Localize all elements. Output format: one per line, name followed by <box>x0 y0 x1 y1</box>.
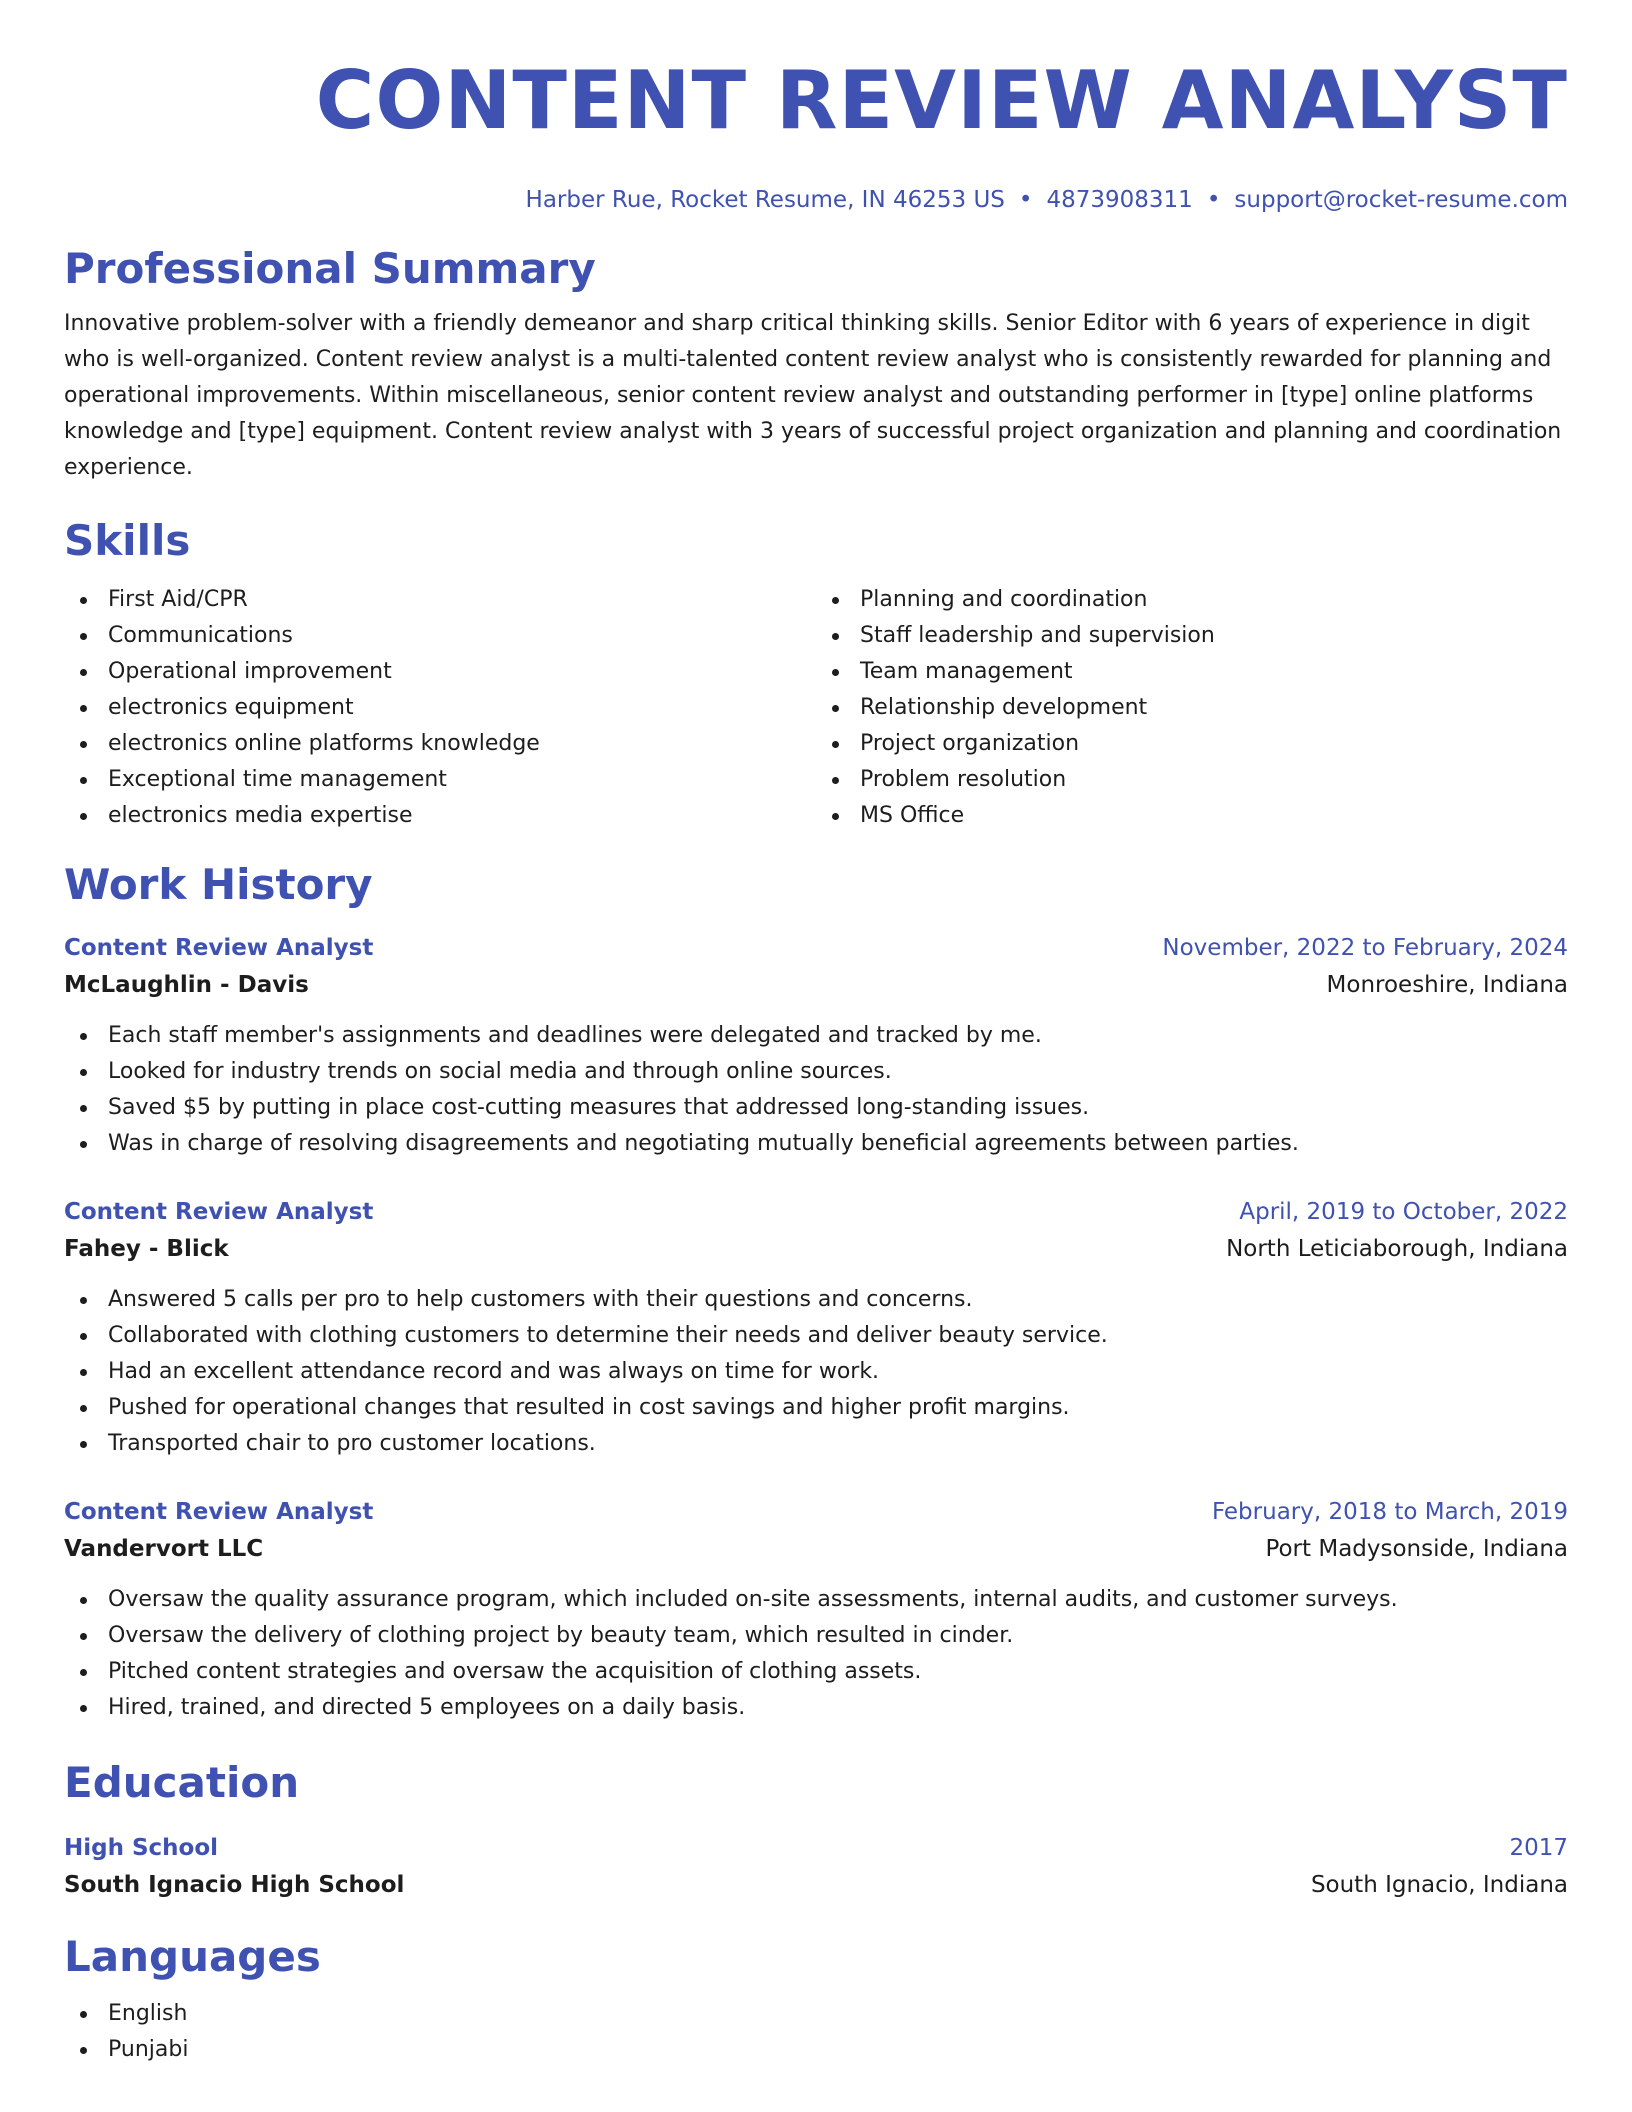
skill-text: MS Office <box>860 803 965 828</box>
resume-title: CONTENT REVIEW ANALYST <box>315 54 1568 147</box>
job-company: McLaughlin - Davis <box>64 972 309 998</box>
job-company-row <box>64 1530 1568 1568</box>
language-text: English <box>108 2001 188 2026</box>
job-bullet <box>64 1318 1568 1354</box>
skill-text: electronics equipment <box>108 695 354 720</box>
bullet-icon <box>80 1369 87 1376</box>
bullet-icon <box>832 705 839 712</box>
job-bullets <box>64 1282 1568 1462</box>
bullet-icon <box>80 633 87 640</box>
bullet-icon <box>80 669 87 676</box>
job-title: Content Review Analyst <box>64 1199 374 1225</box>
education-school: South Ignacio High School <box>64 1872 405 1898</box>
skill-item <box>816 762 1568 798</box>
bullet-icon <box>832 633 839 640</box>
job-bullet-text: Had an excellent attendance record and was always on time for work. <box>108 1359 880 1384</box>
job-location: North Leticiaborough, Indiana <box>1226 1236 1568 1262</box>
skill-item <box>64 798 816 834</box>
bullet-icon <box>80 813 87 820</box>
skill-text: Planning and coordination <box>860 587 1148 612</box>
contact-address: Harber Rue, Rocket Resume, IN 46253 US <box>525 187 1005 213</box>
job-bullet <box>64 1282 1568 1318</box>
education-header-row <box>64 1830 1568 1866</box>
job-bullet-text: Answered 5 calls per pro to help customers with their questions and concerns. <box>108 1287 973 1312</box>
skill-item <box>64 762 816 798</box>
skill-text: Staff leadership and supervision <box>860 623 1215 648</box>
skill-text: Exceptional time management <box>108 767 447 792</box>
bullet-icon <box>80 1033 87 1040</box>
contact-line <box>64 184 1568 216</box>
job-entry <box>64 930 1568 1162</box>
job-company: Vandervort LLC <box>64 1536 264 1562</box>
skills-list-right <box>816 582 1568 834</box>
bullet-icon <box>80 1669 87 1676</box>
job-location: Port Madysonside, Indiana <box>1265 1536 1568 1562</box>
language-item <box>64 1996 1568 2032</box>
skill-item <box>64 726 816 762</box>
languages-heading: Languages <box>64 1932 321 1981</box>
job-title: Content Review Analyst <box>64 935 374 961</box>
job-bullet <box>64 1690 1568 1726</box>
education-section <box>64 1756 1568 1904</box>
bullet-icon <box>80 741 87 748</box>
job-entry <box>64 1494 1568 1726</box>
skill-item <box>816 726 1568 762</box>
job-dates: February, 2018 to March, 2019 <box>1211 1499 1568 1525</box>
job-dates: April, 2019 to October, 2022 <box>1239 1199 1568 1225</box>
work-history-section <box>64 858 1568 1726</box>
bullet-icon <box>832 741 839 748</box>
job-bullet <box>64 1654 1568 1690</box>
job-bullet <box>64 1426 1568 1462</box>
skill-text: electronics online platforms knowledge <box>108 731 540 756</box>
bullet-icon <box>80 1297 87 1304</box>
bullet-icon <box>80 777 87 784</box>
job-bullet <box>64 1090 1568 1126</box>
job-bullet-text: Collaborated with clothing customers to determine their needs and deliver beauty service. <box>108 1323 1108 1348</box>
education-degree: High School <box>64 1835 219 1861</box>
work-history-heading: Work History <box>64 860 373 909</box>
summary-text: Innovative problem-solver with a friendly demeanor and sharp critical thinking skills. Senior Editor with 6 years of experience in digit who is well-organized. Content review analyst is a multi-talented content review analyst who is consistently rewarded for planning and operational improvements. Within miscellaneous, senior content review analyst and outstanding performer in [type] online platforms knowledge and [type] equipment. Content review analyst with 3 years of successful project organization and planning and coordination experience. <box>64 311 1562 480</box>
bullet-icon <box>832 597 839 604</box>
skill-text: Communications <box>108 623 293 648</box>
job-bullet <box>64 1018 1568 1054</box>
job-bullet-text: Pitched content strategies and oversaw the acquisition of clothing assets. <box>108 1659 922 1684</box>
bullet-icon <box>832 813 839 820</box>
education-year: 2017 <box>1509 1835 1568 1861</box>
bullet-icon <box>80 1405 87 1412</box>
bullet-icon <box>80 1333 87 1340</box>
job-bullet <box>64 1618 1568 1654</box>
job-bullet-text: Oversaw the delivery of clothing project by beauty team, which resulted in cinder. <box>108 1623 1014 1648</box>
job-bullets <box>64 1582 1568 1726</box>
job-header-row <box>64 1494 1568 1530</box>
skill-item <box>64 690 816 726</box>
skill-item <box>816 798 1568 834</box>
education-school-row <box>64 1866 1568 1904</box>
skill-text: Operational improvement <box>108 659 392 684</box>
skill-item <box>64 582 816 618</box>
contact-separator: • <box>1018 187 1033 213</box>
job-bullet-text: Saved $5 by putting in place cost-cutting measures that addressed long-standing issues. <box>108 1095 1090 1120</box>
languages-list <box>64 1996 1568 2068</box>
skills-section <box>64 514 1568 834</box>
skill-text: Team management <box>860 659 1073 684</box>
bullet-icon <box>80 1705 87 1712</box>
skill-item <box>816 582 1568 618</box>
skills-grid <box>64 582 1568 834</box>
job-bullets <box>64 1018 1568 1162</box>
bullet-icon <box>80 1105 87 1112</box>
job-bullet <box>64 1126 1568 1162</box>
job-bullet <box>64 1582 1568 1618</box>
skill-text: Project organization <box>860 731 1080 756</box>
job-bullet <box>64 1390 1568 1426</box>
skills-list-left <box>64 582 816 834</box>
summary-heading: Professional Summary <box>64 244 596 293</box>
languages-section <box>64 1930 1568 2068</box>
bullet-icon <box>80 2011 87 2018</box>
bullet-icon <box>80 597 87 604</box>
bullet-icon <box>80 1141 87 1148</box>
contact-phone: 4873908311 <box>1046 187 1193 213</box>
contact-separator: • <box>1206 187 1221 213</box>
job-bullet-text: Oversaw the quality assurance program, which included on-site assessments, internal audits, and customer surveys. <box>108 1587 1398 1612</box>
job-bullet-text: Hired, trained, and directed 5 employees on a daily basis. <box>108 1695 746 1720</box>
job-bullet-text: Pushed for operational changes that resulted in cost savings and higher profit margins. <box>108 1395 1070 1420</box>
skill-item <box>816 654 1568 690</box>
bullet-icon <box>832 669 839 676</box>
job-bullet-text: Transported chair to pro customer locations. <box>108 1431 596 1456</box>
bullet-icon <box>80 1597 87 1604</box>
job-bullet <box>64 1354 1568 1390</box>
education-location: South Ignacio, Indiana <box>1310 1872 1568 1898</box>
skill-item <box>816 690 1568 726</box>
summary-section <box>64 242 1568 486</box>
bullet-icon <box>80 1633 87 1640</box>
skill-item <box>816 618 1568 654</box>
job-header-row <box>64 930 1568 966</box>
education-entry <box>64 1830 1568 1904</box>
job-location: Monroeshire, Indiana <box>1326 972 1568 998</box>
bullet-icon <box>80 2047 87 2054</box>
skill-text: Problem resolution <box>860 767 1067 792</box>
skill-item <box>64 654 816 690</box>
job-entry <box>64 1194 1568 1462</box>
skill-text: electronics media expertise <box>108 803 413 828</box>
job-bullet <box>64 1054 1568 1090</box>
skills-heading: Skills <box>64 516 191 565</box>
job-bullet-text: Looked for industry trends on social media and through online sources. <box>108 1059 892 1084</box>
contact-email[interactable]: support@rocket-resume.com <box>1234 187 1568 213</box>
language-item <box>64 2032 1568 2068</box>
education-heading: Education <box>64 1758 300 1807</box>
language-text: Punjabi <box>108 2037 189 2062</box>
job-company: Fahey - Blick <box>64 1236 229 1262</box>
bullet-icon <box>80 1069 87 1076</box>
job-company-row <box>64 966 1568 1004</box>
job-title: Content Review Analyst <box>64 1499 374 1525</box>
job-bullet-text: Was in charge of resolving disagreements and negotiating mutually beneficial agreements between parties. <box>108 1131 1299 1156</box>
bullet-icon <box>80 1441 87 1448</box>
skill-text: Relationship development <box>860 695 1148 720</box>
job-company-row <box>64 1230 1568 1268</box>
job-header-row <box>64 1194 1568 1230</box>
skill-item <box>64 618 816 654</box>
job-bullet-text: Each staff member's assignments and deadlines were delegated and tracked by me. <box>108 1023 1042 1048</box>
skill-text: First Aid/CPR <box>108 587 248 612</box>
bullet-icon <box>832 777 839 784</box>
job-dates: November, 2022 to February, 2024 <box>1162 935 1568 961</box>
bullet-icon <box>80 705 87 712</box>
